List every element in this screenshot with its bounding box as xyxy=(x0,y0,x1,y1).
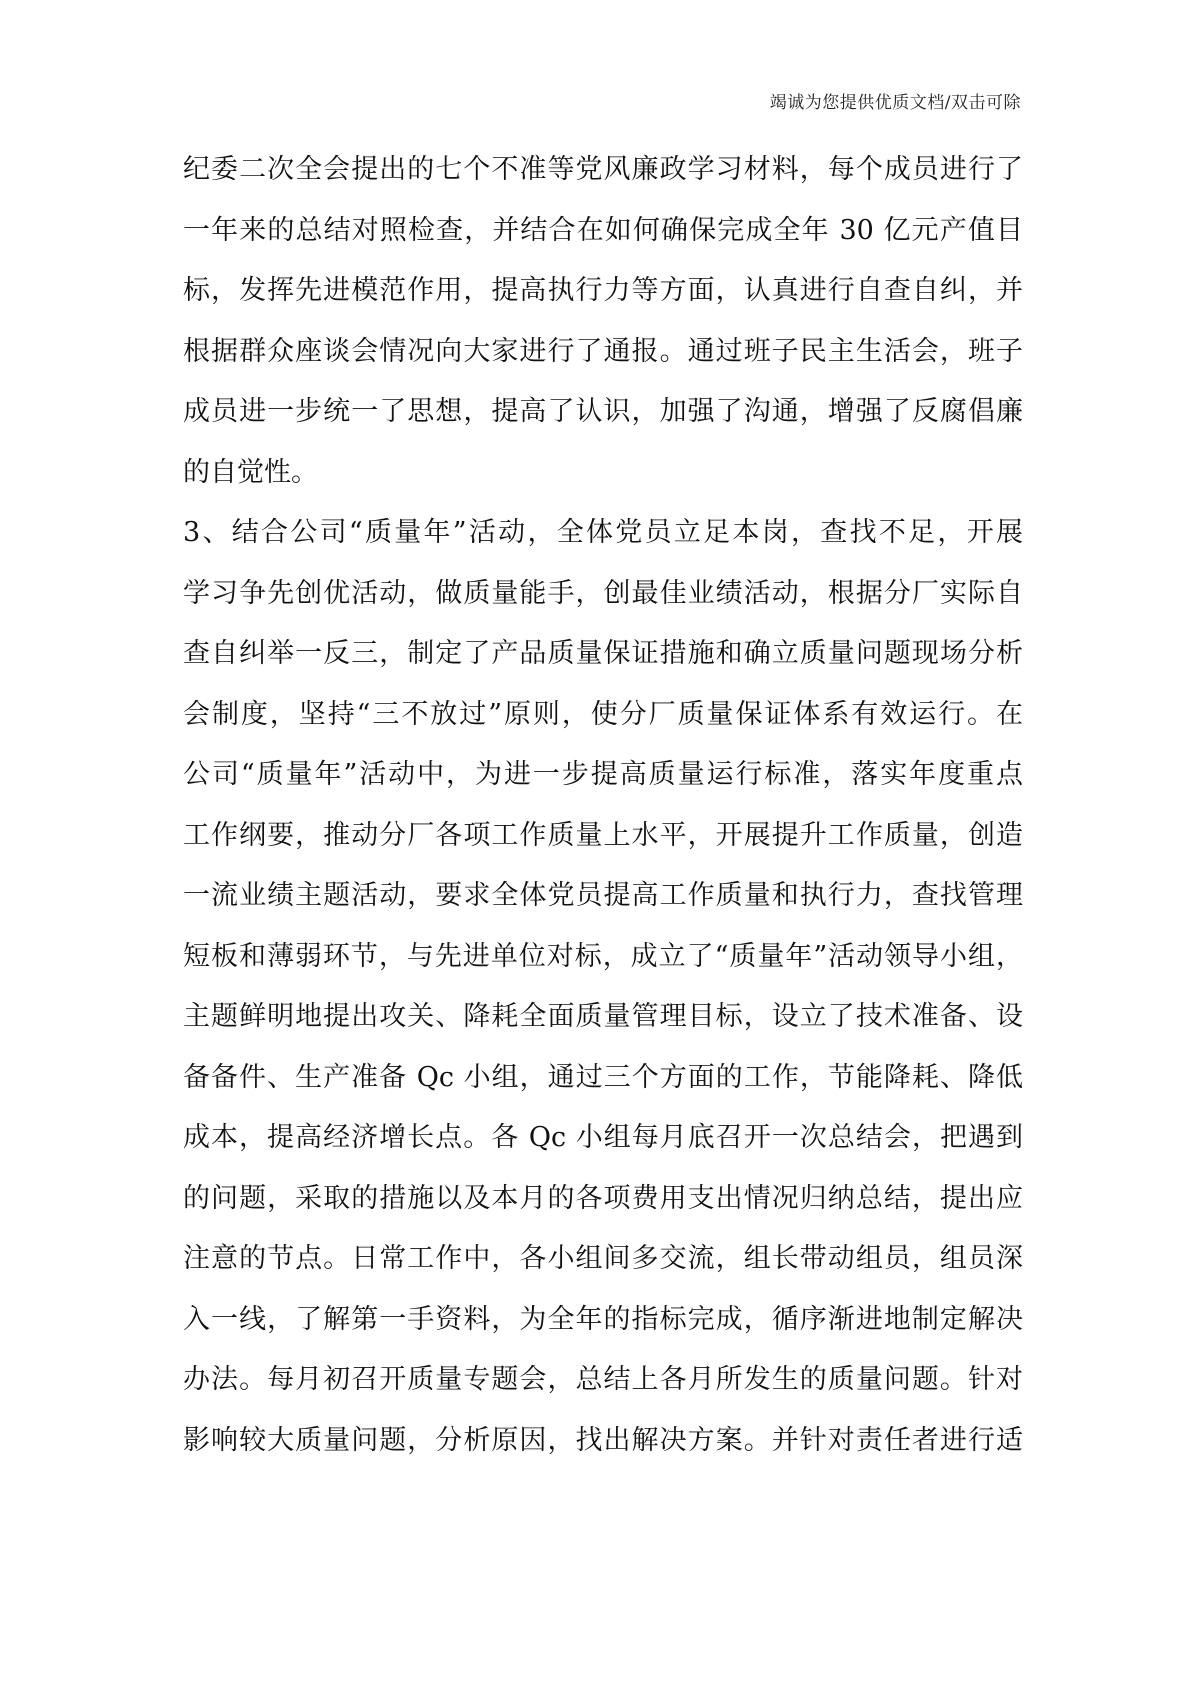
text-line: 会制度，坚持“三不放过”原则，使分厂质量保证体系有效运行。在 xyxy=(183,698,1023,730)
text-line: 根据群众座谈会情况向大家进行了通报。通过班子民主生活会，班子 xyxy=(183,335,1023,367)
text-line: 入一线，了解第一手资料，为全年的指标完成，循序渐进地制定解决 xyxy=(183,1303,1023,1335)
text-line: 工作纲要，推动分厂各项工作质量上水平，开展提升工作质量，创造 xyxy=(183,819,1023,851)
text-line: 公司“质量年”活动中，为进一步提高质量运行标准，落实年度重点 xyxy=(183,759,1023,790)
text-line: 纪委二次全会提出的七个不准等党风廉政学习材料，每个成员进行了 xyxy=(183,154,1023,185)
text-line: 一年来的总结对照检查，并结合在如何确保完成全年 30 亿元产值目 xyxy=(183,214,1023,246)
text-line: 学习争先创优活动，做质量能手，创最佳业绩活动，根据分厂实际自 xyxy=(183,577,1023,609)
text-line: 主题鲜明地提出攻关、降耗全面质量管理目标，设立了技术准备、设 xyxy=(183,1001,1023,1032)
text-line: 短板和薄弱环节，与先进单位对标，成立了“质量年”活动领导小组， xyxy=(183,940,1023,972)
text-line: 备备件、生产准备 Qc 小组，通过三个方面的工作，节能降耗、降低 xyxy=(183,1061,1023,1093)
text-line: 影响较大质量问题，分析原因，找出解决方案。并针对责任者进行适 xyxy=(183,1424,1023,1456)
document-body xyxy=(183,140,1023,1471)
text-line: 3、结合公司“质量年”活动，全体党员立足本岗，查找不足，开展 xyxy=(183,517,1023,548)
text-line: 一流业绩主题活动，要求全体党员提高工作质量和执行力，查找管理 xyxy=(183,880,1023,911)
text-line: 成员进一步统一了思想，提高了认识，加强了沟通，增强了反腐倡廉 xyxy=(183,396,1023,427)
text-line: 办法。每月初召开质量专题会，总结上各月所发生的质量问题。针对 xyxy=(183,1364,1023,1395)
text-line: 的自觉性。 xyxy=(183,456,318,488)
text-line: 成本，提高经济增长点。各 Qc 小组每月底召开一次总结会，把遇到 xyxy=(183,1122,1023,1153)
text-line: 注意的节点。日常工作中，各小组间多交流，组长带动组员，组员深 xyxy=(183,1243,1023,1274)
text-line: 查自纠举一反三，制定了产品质量保证措施和确立质量问题现场分析 xyxy=(183,638,1023,669)
text-line: 标，发挥先进模范作用，提高执行力等方面，认真进行自查自纠，并 xyxy=(183,275,1023,306)
text-line: 的问题，采取的措施以及本月的各项费用支出情况归纳总结，提出应 xyxy=(183,1182,1023,1214)
header-note: 竭诚为您提供优质文档/双击可除 xyxy=(769,93,1021,113)
